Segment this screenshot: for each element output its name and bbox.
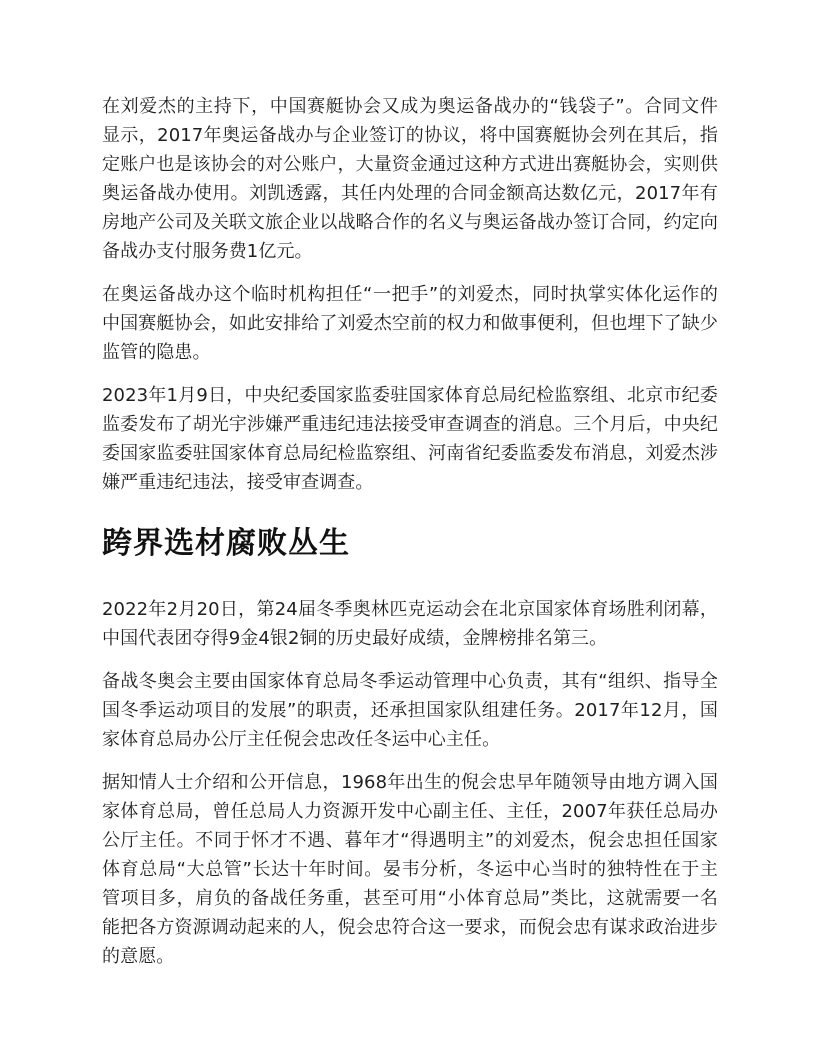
paragraph: 据知情人士介绍和公开信息，1968年出生的倪会忠早年随领导由地方调入国家体育总局，曾任总局人力资源开发中心副主任、主任，2007年获任总局办公厅主任。不同于怀才不遇、暮年才“得遇明主”的刘爱杰，倪会忠担任国家体育总局“大总管”长达十年时间。晏韦分析，冬运中心当时的独特性在于主管项目多，肩负的备战任务重，甚至可用“小体育总局”类比，这就需要一名能把各方资源调动起来的人，倪会忠符合这一要求，而倪会忠有谋求政治进步的意愿。 xyxy=(102,772,718,967)
paragraph: 在刘爱杰的主持下，中国赛艇协会又成为奥运备战办的“钱袋子”。合同文件显示，2017年奥运备战办与企业签订的协议，将中国赛艇协会列在其后，指定账户也是该协会的对公账户，大量资金通过这种方式进出赛艇协会，实则供奥运备战办使用。刘凯透露，其任内处理的合同金额高达数亿元，2017年有房地产公司及关联文旅企业以战略合作的名义与奥运备战办签订合同，约定向备战办支付服务费1亿元。 xyxy=(102,96,718,262)
article-section-intro xyxy=(102,92,718,497)
paragraph: 在奥运备战办这个临时机构担任“一把手”的刘爱杰，同时执掌实体化运作的中国赛艇协会，如此安排给了刘爱杰空前的权力和做事便利，但也埋下了缺少监管的隐患。 xyxy=(102,284,718,363)
document-page xyxy=(102,92,718,971)
paragraph: 备战冬奥会主要由国家体育总局冬季运动管理中心负责，其有“组织、指导全国冬季运动项目的发展”的职责，还承担国家队组建任务。2017年12月，国家体育总局办公厅主任倪会忠改任冬运中心主任。 xyxy=(102,671,718,750)
paragraph: 2022年2月20日，第24届冬季奥林匹克运动会在北京国家体育场胜利闭幕，中国代表团夺得9金4银2铜的历史最好成绩，金牌榜排名第三。 xyxy=(102,599,718,649)
article-section-cross-selection xyxy=(102,595,718,971)
paragraph: 2023年1月9日，中央纪委国家监委驻国家体育总局纪检监察组、北京市纪委监委发布了胡光宇涉嫌严重违纪违法接受审查调查的消息。三个月后，中央纪委国家监委驻国家体育总局纪检监察组、河南省纪委监委发布消息，刘爱杰涉嫌严重违纪违法，接受审查调查。 xyxy=(102,385,718,493)
section-heading: 跨界选材腐败丛生 xyxy=(102,526,350,561)
